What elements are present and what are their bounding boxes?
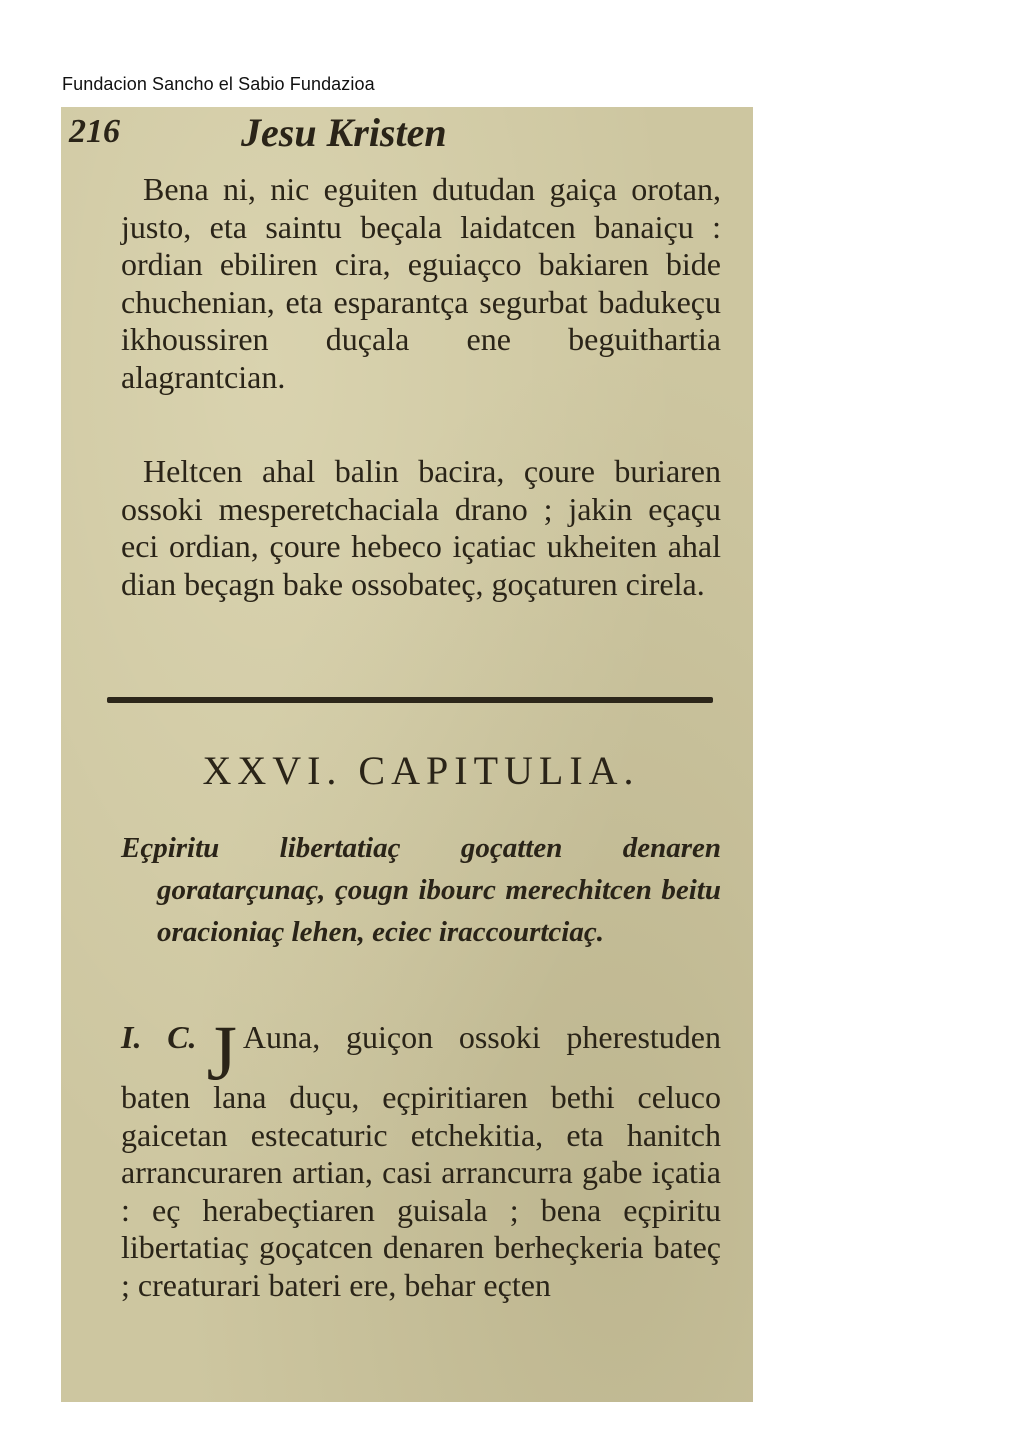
paragraph-2: Heltcen ahal balin bacira, çoure buriaren ossoki mesperetchaciala drano ; jakin eçaçu eci ordian, çoure hebeco içatiac ukheiten ahal dian beçagn bake ossobateç, goçaturen cirela. bbox=[121, 453, 721, 602]
drop-cap-letter: J bbox=[206, 1009, 237, 1096]
archive-watermark: Fundacion Sancho el Sabio Fundazioa bbox=[62, 74, 375, 94]
running-title: Jesu Kristen bbox=[241, 110, 447, 155]
section-divider-rule bbox=[107, 697, 713, 703]
chapter-title: XXVI. CAPITULIA. bbox=[202, 748, 640, 793]
paragraph-1: Bena ni, nic eguiten dutudan gaiça orotan, justo, eta saintu beçala laidatcen banaiçu : ordian ebiliren cira, eguiaçco bakiaren bide chuchenian, eta esparantça segurbat badukeçu ikhoussiren duçala ene beguithartia alagrantcian. bbox=[121, 171, 721, 395]
verse-text: Auna, guiçon ossoki pherestuden baten lana duçu, eçpiritiaren bethi celuco gaicetan estecaturic etchekitia, eta hanitch arrancuraren artian, casi arrancurra gabe içatia : eç herabeçtiaren guisala ; bena eçpiritu libertatiaç goçatcen denaren berheçkeria bateç ; creaturari bateri ere, behar eçten bbox=[121, 1019, 722, 1303]
book-page-scan bbox=[61, 107, 753, 1402]
verse-label: I. C. bbox=[121, 1019, 197, 1055]
page-header bbox=[61, 107, 753, 157]
chapter-summary: Eçpiritu libertatiaç goçatten denaren goratarçunaç, çougn ibourc merechitcen beitu oracioniaç lehen, eciec iraccourtciaç. bbox=[121, 832, 721, 948]
page-number: 216 bbox=[69, 113, 120, 150]
verse-paragraph bbox=[121, 1009, 722, 1304]
